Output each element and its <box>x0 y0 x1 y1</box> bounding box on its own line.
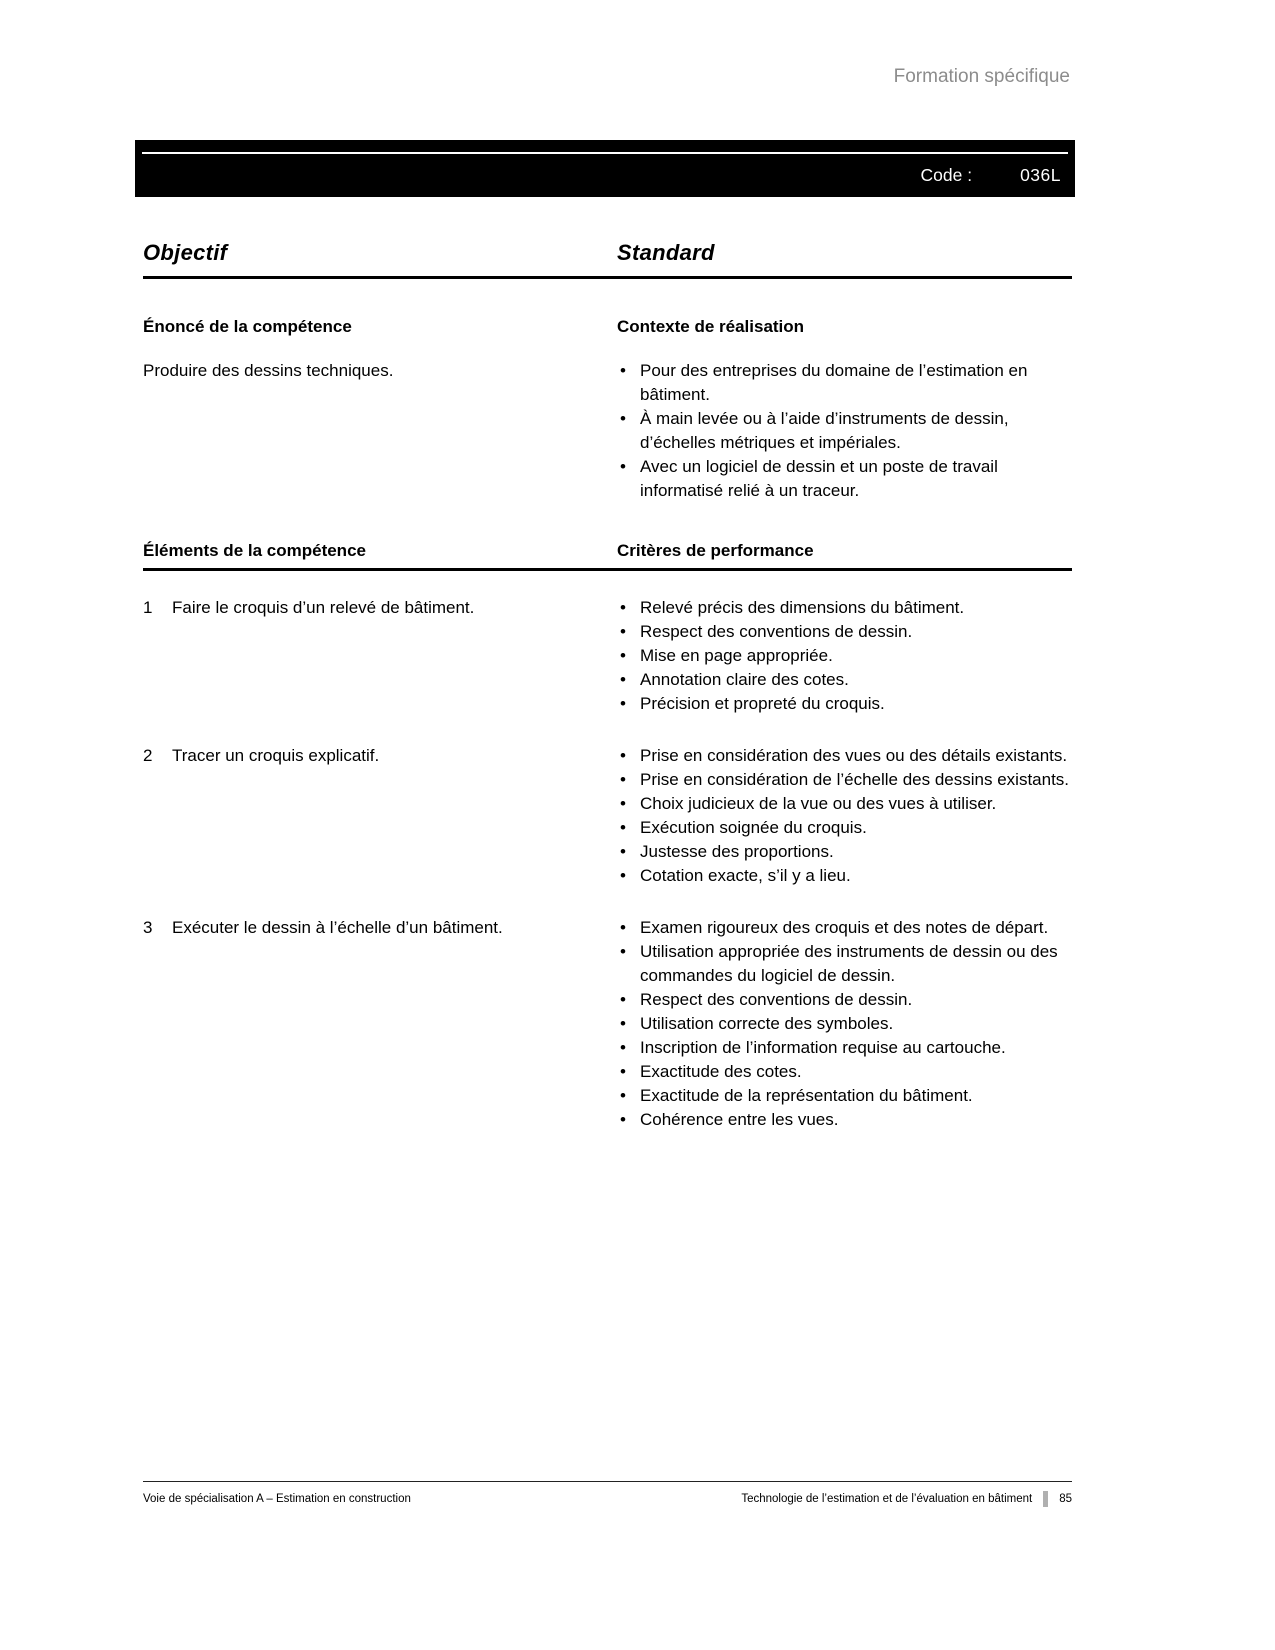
footer-pagebar <box>1043 1491 1048 1507</box>
contexte-bullet: • À main levée ou à l’aide d’instruments de dessin, d’échelles métriques et impériales. <box>617 407 1072 455</box>
code-banner <box>135 140 1075 197</box>
contexte-heading: Contexte de réalisation <box>617 317 805 336</box>
footer-page-number: 85 <box>1059 1493 1072 1505</box>
element-number: 3 <box>143 918 153 937</box>
competence-row <box>143 744 1072 888</box>
contexte-bullet: • Pour des entreprises du domaine de l’estimation en bâtiment. <box>617 359 1072 407</box>
enonce-heading: Énoncé de la compétence <box>143 317 352 336</box>
objectif-title: Objectif <box>143 240 228 265</box>
titles-row <box>143 240 1072 279</box>
criteres-heading: Critères de performance <box>617 541 814 560</box>
criteria-bullet: • Annotation claire des cotes. <box>617 668 1072 692</box>
section-header-label: Formation spécifique <box>893 66 1070 87</box>
contexte-bullet: • Avec un logiciel de dessin et un poste de travail informatisé relié à un traceur. <box>617 455 1072 503</box>
element-rows <box>143 596 1072 1132</box>
criteria-bullet: • Examen rigoureux des croquis et des notes de départ. <box>617 916 1072 940</box>
criteria-bullet: • Utilisation correcte des symboles. <box>617 1012 1072 1036</box>
element-cell <box>143 916 617 1132</box>
competence-row <box>143 596 1072 716</box>
standard-title: Standard <box>617 240 715 265</box>
criteria-list <box>617 744 1072 888</box>
criteria-bullet: • Précision et propreté du croquis. <box>617 692 1072 716</box>
contexte-bullet-list <box>617 359 1072 503</box>
code-value: 036L <box>1020 165 1061 185</box>
criteria-bullet: • Respect des conventions de dessin. <box>617 988 1072 1012</box>
element-text: Faire le croquis d’un relevé de bâtiment. <box>172 598 475 617</box>
element-text: Exécuter le dessin à l’échelle d’un bâtiment. <box>172 918 503 937</box>
criteria-bullet: • Mise en page appropriée. <box>617 644 1072 668</box>
element-number: 2 <box>143 746 153 765</box>
footer-right-text: Technologie de l’estimation et de l’évaluation en bâtiment <box>741 1493 1033 1505</box>
criteria-bullet: • Respect des conventions de dessin. <box>617 620 1072 644</box>
element-cell <box>143 596 617 716</box>
criteria-bullet: • Exécution soignée du croquis. <box>617 816 1072 840</box>
competence-row <box>143 916 1072 1132</box>
enonce-column <box>143 317 617 503</box>
elements-headings-row <box>143 541 1072 571</box>
criteria-list <box>617 916 1072 1132</box>
element-text: Tracer un croquis explicatif. <box>172 746 380 765</box>
footer-left-text: Voie de spécialisation A – Estimation en construction <box>143 1493 411 1505</box>
document-content <box>143 240 1072 1160</box>
elements-heading: Éléments de la compétence <box>143 541 366 560</box>
criteria-bullet: • Prise en considération des vues ou des détails existants. <box>617 744 1072 768</box>
competence-section <box>143 317 1072 503</box>
criteria-bullet: • Relevé précis des dimensions du bâtiment. <box>617 596 1072 620</box>
criteria-bullet: • Cotation exacte, s’il y a lieu. <box>617 864 1072 888</box>
footer-rule <box>143 1481 1072 1482</box>
element-number: 1 <box>143 598 153 617</box>
code-label: Code : <box>920 165 973 185</box>
criteria-bullet: • Choix judicieux de la vue ou des vues à utiliser. <box>617 792 1072 816</box>
footer-right-group <box>741 1491 1072 1507</box>
criteria-list <box>617 596 1072 716</box>
element-cell <box>143 744 617 888</box>
enonce-text: Produire des dessins techniques. <box>143 361 394 380</box>
footer <box>143 1491 1072 1507</box>
criteria-bullet: • Cohérence entre les vues. <box>617 1108 1072 1132</box>
criteria-bullet: • Prise en considération de l’échelle des dessins existants. <box>617 768 1072 792</box>
criteria-bullet: • Exactitude de la représentation du bâtiment. <box>617 1084 1072 1108</box>
contexte-column <box>617 317 1072 503</box>
criteria-bullet: • Exactitude des cotes. <box>617 1060 1072 1084</box>
code-row <box>921 165 1062 186</box>
banner-divider-line <box>142 152 1068 154</box>
criteria-bullet: • Inscription de l’information requise au cartouche. <box>617 1036 1072 1060</box>
criteria-bullet: • Utilisation appropriée des instruments de dessin ou des commandes du logiciel de dessin. <box>617 940 1072 988</box>
criteria-bullet: • Justesse des proportions. <box>617 840 1072 864</box>
